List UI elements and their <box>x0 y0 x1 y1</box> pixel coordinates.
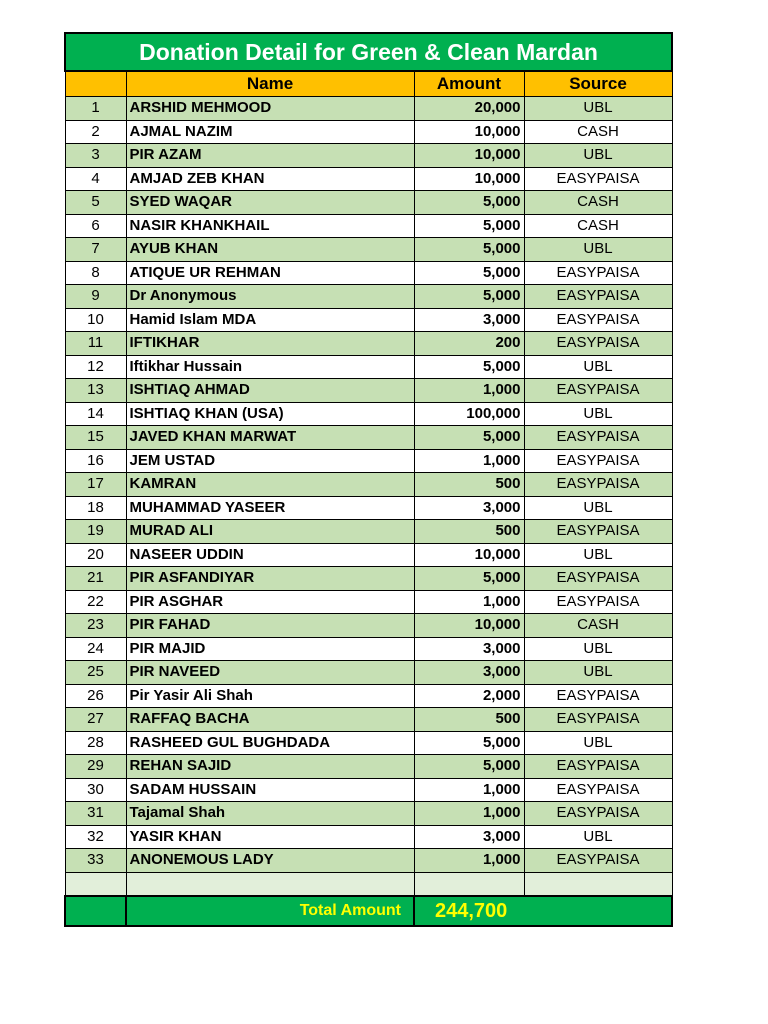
donor-name: Pir Yasir Ali Shah <box>126 684 414 708</box>
donation-source: UBL <box>524 355 672 379</box>
donation-source: UBL <box>524 402 672 426</box>
donation-amount: 5,000 <box>414 191 524 215</box>
donation-source: EASYPAISA <box>524 473 672 497</box>
blank-row <box>65 872 672 896</box>
table-row <box>65 825 672 849</box>
table-row <box>65 778 672 802</box>
table-row <box>65 473 672 497</box>
row-number: 25 <box>65 661 126 685</box>
table-row <box>65 261 672 285</box>
donation-source: EASYPAISA <box>524 849 672 873</box>
donation-source: UBL <box>524 825 672 849</box>
row-number: 5 <box>65 191 126 215</box>
donor-name: ARSHID MEHMOOD <box>126 97 414 121</box>
row-number: 3 <box>65 144 126 168</box>
donor-name: IFTIKHAR <box>126 332 414 356</box>
table-row <box>65 355 672 379</box>
table-row <box>65 120 672 144</box>
donation-source: UBL <box>524 731 672 755</box>
table-row <box>65 849 672 873</box>
table-row <box>65 708 672 732</box>
donor-name: AMJAD ZEB KHAN <box>126 167 414 191</box>
table-row <box>65 379 672 403</box>
table-row <box>65 543 672 567</box>
donor-name: PIR AZAM <box>126 144 414 168</box>
donation-source: EASYPAISA <box>524 520 672 544</box>
donation-source: UBL <box>524 637 672 661</box>
sheet-title: Donation Detail for Green & Clean Mardan <box>65 33 672 71</box>
donation-source: EASYPAISA <box>524 590 672 614</box>
donor-name: PIR FAHAD <box>126 614 414 638</box>
table-row <box>65 214 672 238</box>
donation-source: EASYPAISA <box>524 449 672 473</box>
row-number: 15 <box>65 426 126 450</box>
donor-name: PIR ASFANDIYAR <box>126 567 414 591</box>
donor-name: SYED WAQAR <box>126 191 414 215</box>
donation-source: EASYPAISA <box>524 167 672 191</box>
table-row <box>65 802 672 826</box>
donor-name: MURAD ALI <box>126 520 414 544</box>
donation-source: EASYPAISA <box>524 567 672 591</box>
donation-amount: 1,000 <box>414 849 524 873</box>
donation-amount: 1,000 <box>414 590 524 614</box>
donation-amount: 500 <box>414 708 524 732</box>
donation-source: UBL <box>524 144 672 168</box>
donation-source: EASYPAISA <box>524 332 672 356</box>
donation-amount: 3,000 <box>414 496 524 520</box>
donation-source: EASYPAISA <box>524 802 672 826</box>
donor-name: Dr Anonymous <box>126 285 414 309</box>
donor-name: NASIR KHANKHAIL <box>126 214 414 238</box>
row-number: 24 <box>65 637 126 661</box>
table-row <box>65 567 672 591</box>
row-number: 30 <box>65 778 126 802</box>
row-number: 14 <box>65 402 126 426</box>
table-row <box>65 614 672 638</box>
row-number: 8 <box>65 261 126 285</box>
table-row <box>65 684 672 708</box>
donation-source: UBL <box>524 661 672 685</box>
header-row <box>65 71 672 97</box>
table-row <box>65 731 672 755</box>
donation-amount: 5,000 <box>414 238 524 262</box>
donation-source: EASYPAISA <box>524 285 672 309</box>
donor-name: NASEER UDDIN <box>126 543 414 567</box>
table-row <box>65 308 672 332</box>
row-number: 32 <box>65 825 126 849</box>
donation-source: EASYPAISA <box>524 261 672 285</box>
donor-name: JEM USTAD <box>126 449 414 473</box>
donation-sheet <box>64 32 673 927</box>
table-row <box>65 496 672 520</box>
table-row <box>65 144 672 168</box>
donation-source: UBL <box>524 543 672 567</box>
table-row <box>65 755 672 779</box>
row-number: 2 <box>65 120 126 144</box>
row-number: 10 <box>65 308 126 332</box>
blank-cell <box>126 872 414 896</box>
table-row <box>65 191 672 215</box>
donation-amount: 1,000 <box>414 379 524 403</box>
row-number: 20 <box>65 543 126 567</box>
donation-amount: 5,000 <box>414 355 524 379</box>
donation-amount: 3,000 <box>414 661 524 685</box>
table-row <box>65 426 672 450</box>
row-number: 21 <box>65 567 126 591</box>
donor-name: Hamid Islam MDA <box>126 308 414 332</box>
donation-amount: 10,000 <box>414 543 524 567</box>
donation-amount: 5,000 <box>414 567 524 591</box>
row-number: 6 <box>65 214 126 238</box>
donation-amount: 5,000 <box>414 731 524 755</box>
row-number: 1 <box>65 97 126 121</box>
donor-name: MUHAMMAD YASEER <box>126 496 414 520</box>
donation-amount: 5,000 <box>414 755 524 779</box>
donor-name: AJMAL NAZIM <box>126 120 414 144</box>
donation-amount: 1,000 <box>414 802 524 826</box>
donor-name: KAMRAN <box>126 473 414 497</box>
donation-amount: 5,000 <box>414 214 524 238</box>
table-row <box>65 520 672 544</box>
donation-source: CASH <box>524 614 672 638</box>
header-no <box>65 71 126 97</box>
row-number: 19 <box>65 520 126 544</box>
table-row <box>65 332 672 356</box>
table-row <box>65 238 672 262</box>
row-number: 29 <box>65 755 126 779</box>
donation-amount: 10,000 <box>414 120 524 144</box>
donation-source: CASH <box>524 120 672 144</box>
donation-amount: 500 <box>414 520 524 544</box>
total-value: 244,700 <box>414 896 672 926</box>
header-amount: Amount <box>414 71 524 97</box>
donation-source: UBL <box>524 238 672 262</box>
table-row <box>65 590 672 614</box>
table-row <box>65 402 672 426</box>
donation-amount: 100,000 <box>414 402 524 426</box>
donation-source: CASH <box>524 214 672 238</box>
donation-source: EASYPAISA <box>524 684 672 708</box>
row-number: 33 <box>65 849 126 873</box>
total-label: Total Amount <box>126 896 414 926</box>
blank-cell <box>524 872 672 896</box>
donor-name: ANONEMOUS LADY <box>126 849 414 873</box>
donation-source: EASYPAISA <box>524 755 672 779</box>
donor-name: SADAM HUSSAIN <box>126 778 414 802</box>
row-number: 31 <box>65 802 126 826</box>
donor-name: Iftikhar Hussain <box>126 355 414 379</box>
row-number: 23 <box>65 614 126 638</box>
donation-amount: 1,000 <box>414 778 524 802</box>
table-row <box>65 167 672 191</box>
header-name: Name <box>126 71 414 97</box>
row-number: 16 <box>65 449 126 473</box>
donation-amount: 5,000 <box>414 426 524 450</box>
donor-name: JAVED KHAN MARWAT <box>126 426 414 450</box>
row-number: 7 <box>65 238 126 262</box>
table-row <box>65 637 672 661</box>
row-number: 17 <box>65 473 126 497</box>
table-row <box>65 449 672 473</box>
blank-cell <box>414 872 524 896</box>
row-number: 4 <box>65 167 126 191</box>
donor-name: YASIR KHAN <box>126 825 414 849</box>
donation-source: CASH <box>524 191 672 215</box>
donation-table <box>64 32 673 927</box>
row-number: 22 <box>65 590 126 614</box>
donor-name: RAFFAQ BACHA <box>126 708 414 732</box>
row-number: 9 <box>65 285 126 309</box>
donor-name: REHAN SAJID <box>126 755 414 779</box>
donation-amount: 1,000 <box>414 449 524 473</box>
donor-name: ATIQUE UR REHMAN <box>126 261 414 285</box>
table-row <box>65 97 672 121</box>
donor-name: ISHTIAQ KHAN (USA) <box>126 402 414 426</box>
donation-amount: 2,000 <box>414 684 524 708</box>
row-number: 27 <box>65 708 126 732</box>
donation-source: EASYPAISA <box>524 379 672 403</box>
donation-amount: 10,000 <box>414 614 524 638</box>
donation-source: UBL <box>524 496 672 520</box>
donation-amount: 10,000 <box>414 144 524 168</box>
donor-name: PIR MAJID <box>126 637 414 661</box>
row-number: 12 <box>65 355 126 379</box>
row-number: 13 <box>65 379 126 403</box>
donation-source: EASYPAISA <box>524 708 672 732</box>
donor-name: RASHEED GUL BUGHDADA <box>126 731 414 755</box>
title-row <box>65 33 672 71</box>
donation-amount: 3,000 <box>414 637 524 661</box>
blank-cell <box>65 872 126 896</box>
donor-name: PIR ASGHAR <box>126 590 414 614</box>
donor-name: AYUB KHAN <box>126 238 414 262</box>
donation-amount: 20,000 <box>414 97 524 121</box>
donation-source: EASYPAISA <box>524 308 672 332</box>
row-number: 28 <box>65 731 126 755</box>
row-number: 18 <box>65 496 126 520</box>
donation-amount: 5,000 <box>414 285 524 309</box>
row-number: 26 <box>65 684 126 708</box>
donation-amount: 200 <box>414 332 524 356</box>
donation-amount: 10,000 <box>414 167 524 191</box>
total-empty-cell <box>65 896 126 926</box>
donation-source: UBL <box>524 97 672 121</box>
donor-name: ISHTIAQ AHMAD <box>126 379 414 403</box>
table-row <box>65 285 672 309</box>
donor-name: PIR NAVEED <box>126 661 414 685</box>
table-row <box>65 661 672 685</box>
header-source: Source <box>524 71 672 97</box>
donation-amount: 3,000 <box>414 825 524 849</box>
donation-source: EASYPAISA <box>524 778 672 802</box>
donor-name: Tajamal Shah <box>126 802 414 826</box>
total-row <box>65 896 672 926</box>
donation-amount: 3,000 <box>414 308 524 332</box>
donation-source: EASYPAISA <box>524 426 672 450</box>
donation-amount: 5,000 <box>414 261 524 285</box>
donation-amount: 500 <box>414 473 524 497</box>
row-number: 11 <box>65 332 126 356</box>
